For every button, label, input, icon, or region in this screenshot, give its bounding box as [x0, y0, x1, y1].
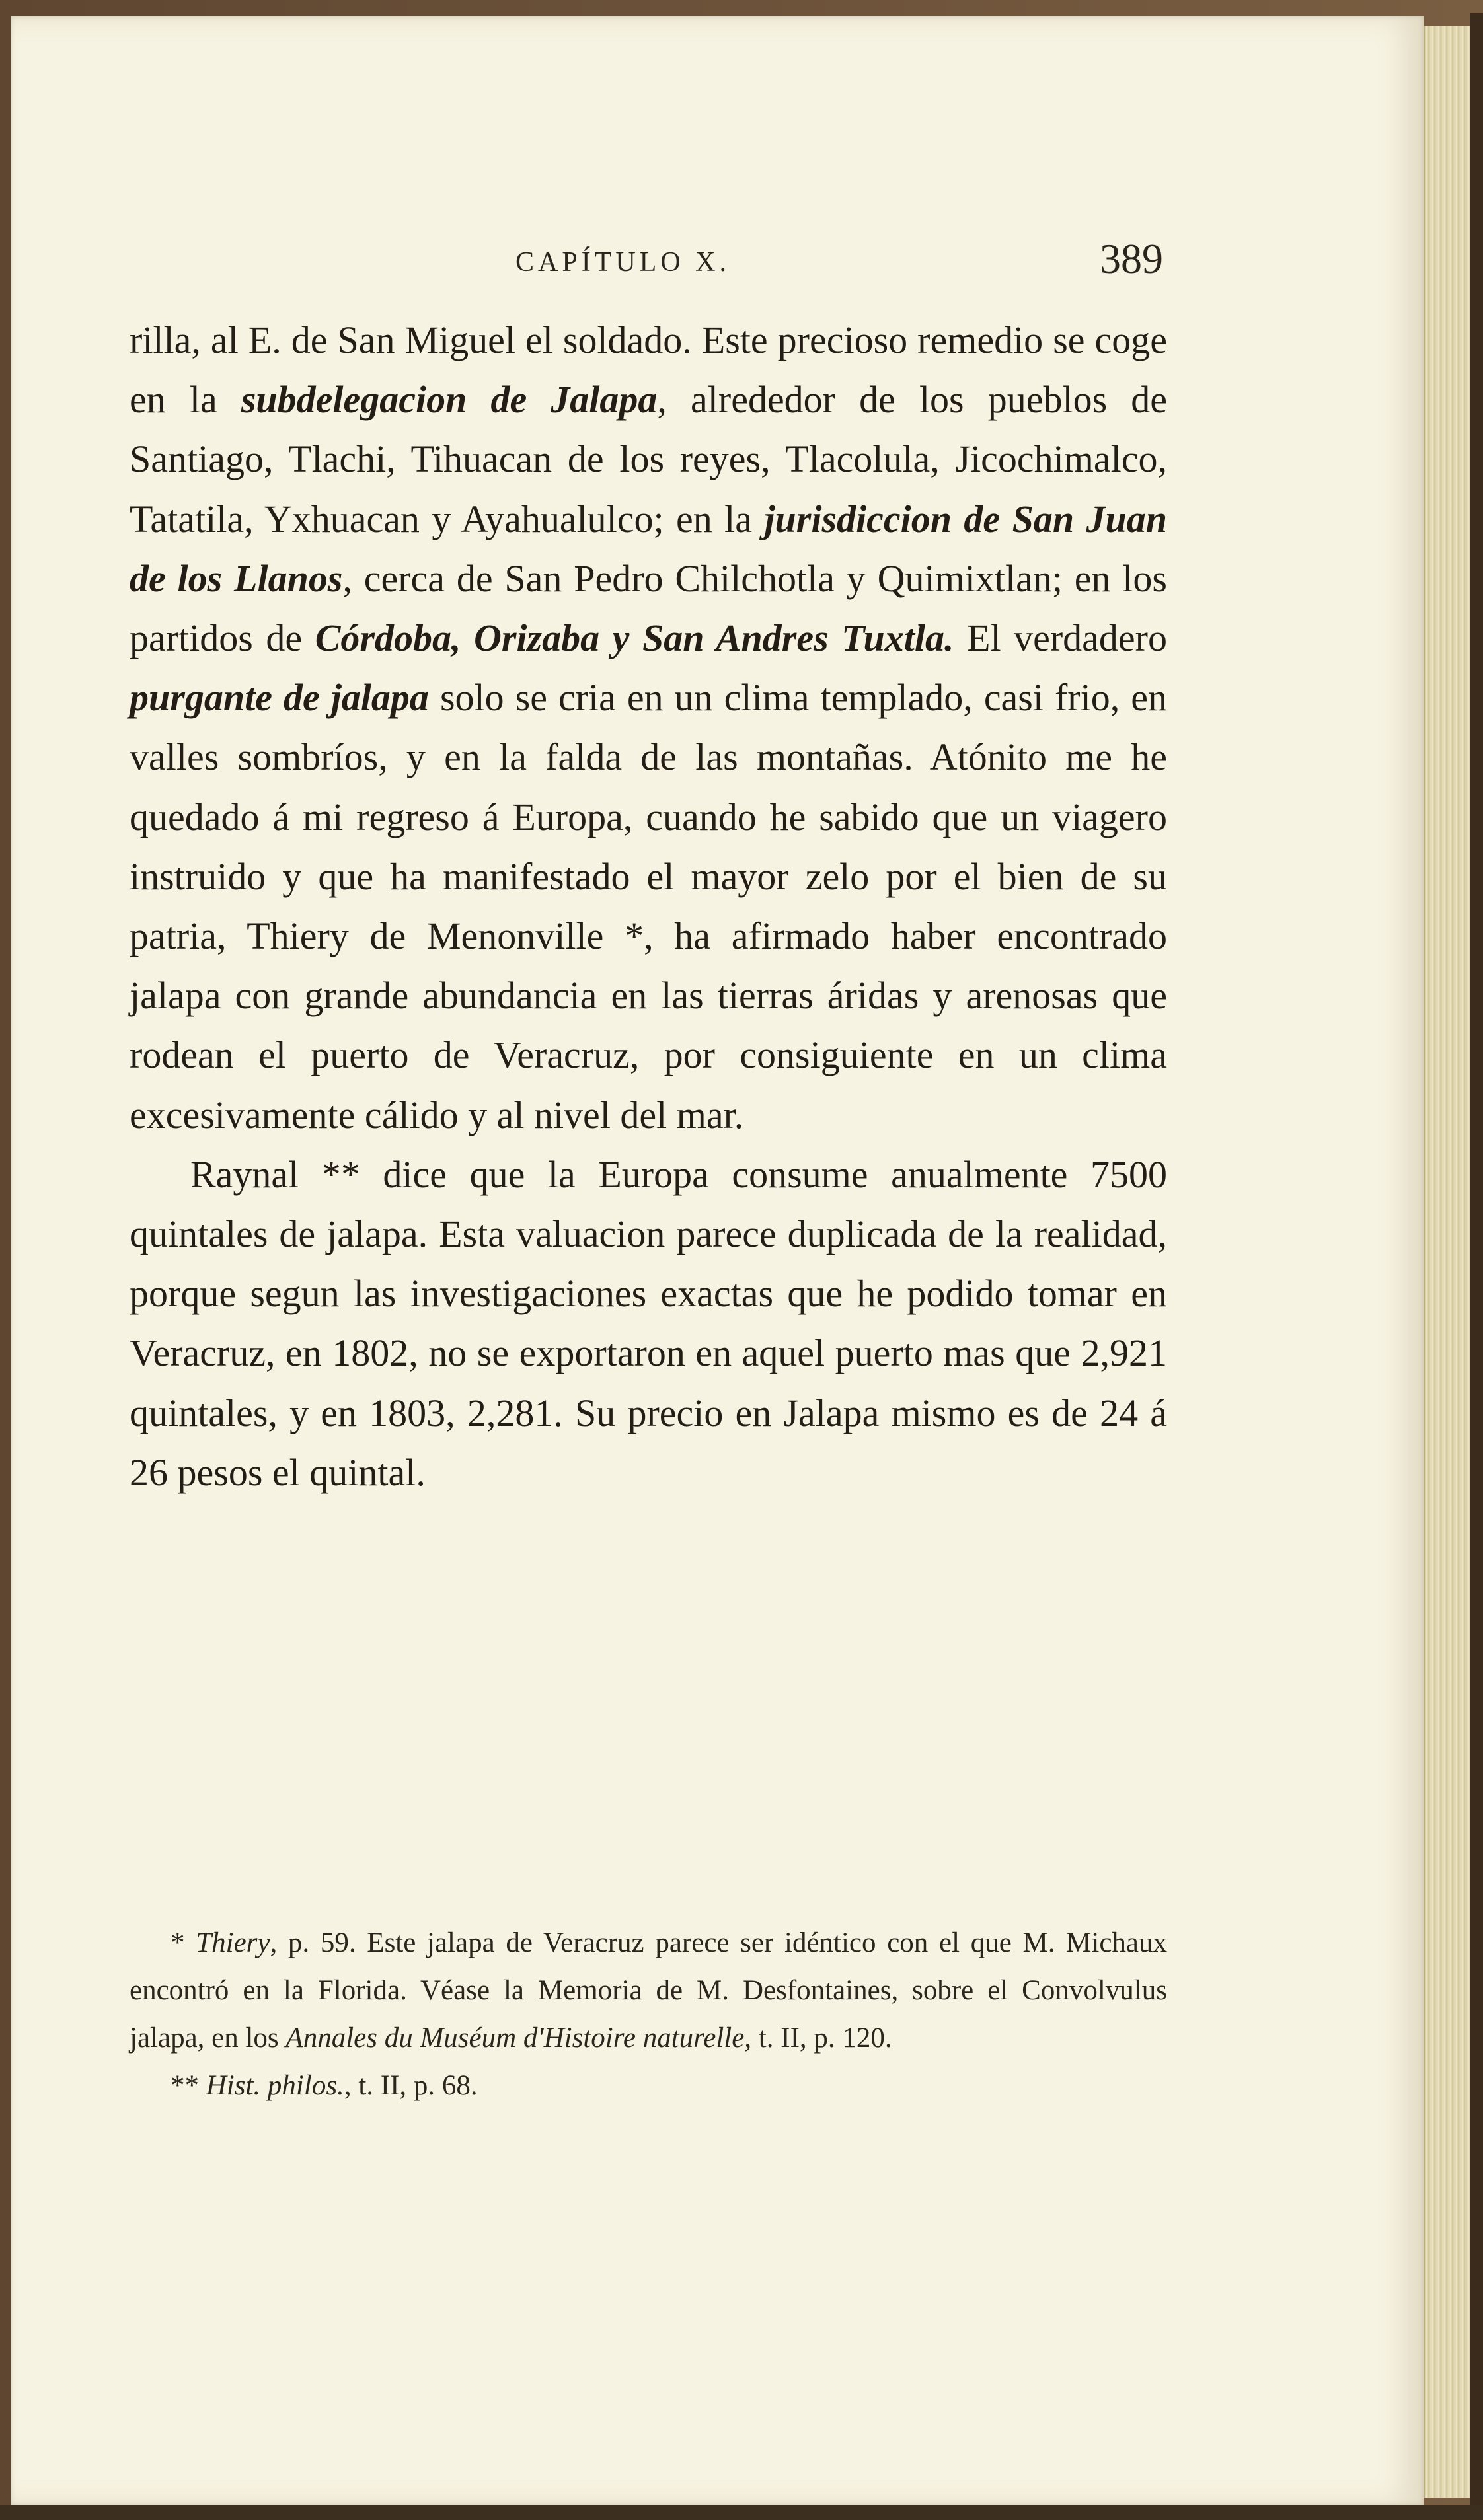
- text-run: , alrededor de los pueblos de Santiago, Tlachi, Tihuacan de los reyes, Tlacolula, Jicochimalco, Tatatila, Yxhuacan y Ayahualulco; en la: [130, 378, 1167, 540]
- page-edges: [1424, 26, 1471, 2498]
- page-number: 389: [1100, 235, 1163, 282]
- italic-phrase: Hist. philos.: [206, 2070, 344, 2101]
- italic-phrase: purgante de jalapa: [130, 676, 429, 720]
- text-run: solo se cria en un clima templado, casi frio, en valles sombríos, y en la falda de las montañas. Atónito me he quedado á mi regreso á Europa, cuando he sabido que un viagero instruido y que ha manifestado el mayor zelo por el bien de su patria, Thiery de Menonville *, ha afirmado haber encontrado jalapa con grande abundancia en las tierras áridas y arenosas que rodean el puerto de Veracruz, por consiguiente en un clima excesivamente cálido y al nivel del mar.: [130, 676, 1167, 1136]
- footnote: [130, 1919, 1167, 2062]
- body-text: [130, 311, 1167, 1502]
- bottom-shadow: [0, 2505, 1483, 2520]
- text-run: El verdadero: [954, 616, 1167, 660]
- book-spine-shadow: [1470, 13, 1483, 2520]
- footnote-mark: **: [171, 2070, 206, 2101]
- paragraph: Raynal ** dice que la Europa consume anualmente 7500 quintales de jalapa. Esta valuacion parece duplicada de la realidad, porque segun las investigaciones exactas que he podido tomar en Veracruz, en 1802, no se exportaron en aquel puerto mas que 2,921 quintales, y en 1803, 2,281. Su precio en Jalapa mismo es de 24 á 26 pesos el quintal.: [130, 1152, 1167, 1494]
- footnote: [130, 2062, 1167, 2110]
- italic-phrase: subdelegacion de Jalapa: [241, 378, 658, 422]
- running-head: CAPÍTULO X.: [515, 247, 730, 278]
- footnotes: [130, 1919, 1167, 2110]
- text-run: rilla, al E. de San Miguel el soldado. Este precioso remedio se coge en la: [130, 318, 1167, 422]
- page-header: [119, 235, 1163, 301]
- footnote-mark: *: [171, 1927, 196, 1958]
- text-run: , t. II, p. 68.: [344, 2070, 478, 2101]
- italic-phrase: Córdoba, Orizaba y San Andres Tuxtla.: [315, 616, 954, 660]
- italic-phrase: jurisdiccion de San Juan de los Llanos: [130, 497, 1167, 600]
- paragraph: [130, 311, 1167, 1145]
- text-run: , cerca de San Pedro Chilchotla y Quimixtlan; en los partidos de: [130, 556, 1167, 660]
- text-run: , p. 59. Este jalapa de Veracruz parece ser idéntico con el que M. Michaux encontró en la Florida. Véase la Memoria de M. Desfontaines, sobre el Convolvulus jalapa, en los: [130, 1927, 1168, 2054]
- italic-phrase: Thiery: [196, 1927, 270, 1958]
- text-run: , t. II, p. 120.: [744, 2022, 892, 2054]
- italic-phrase: Annales du Muséum d'Histoire naturelle: [285, 2022, 745, 2054]
